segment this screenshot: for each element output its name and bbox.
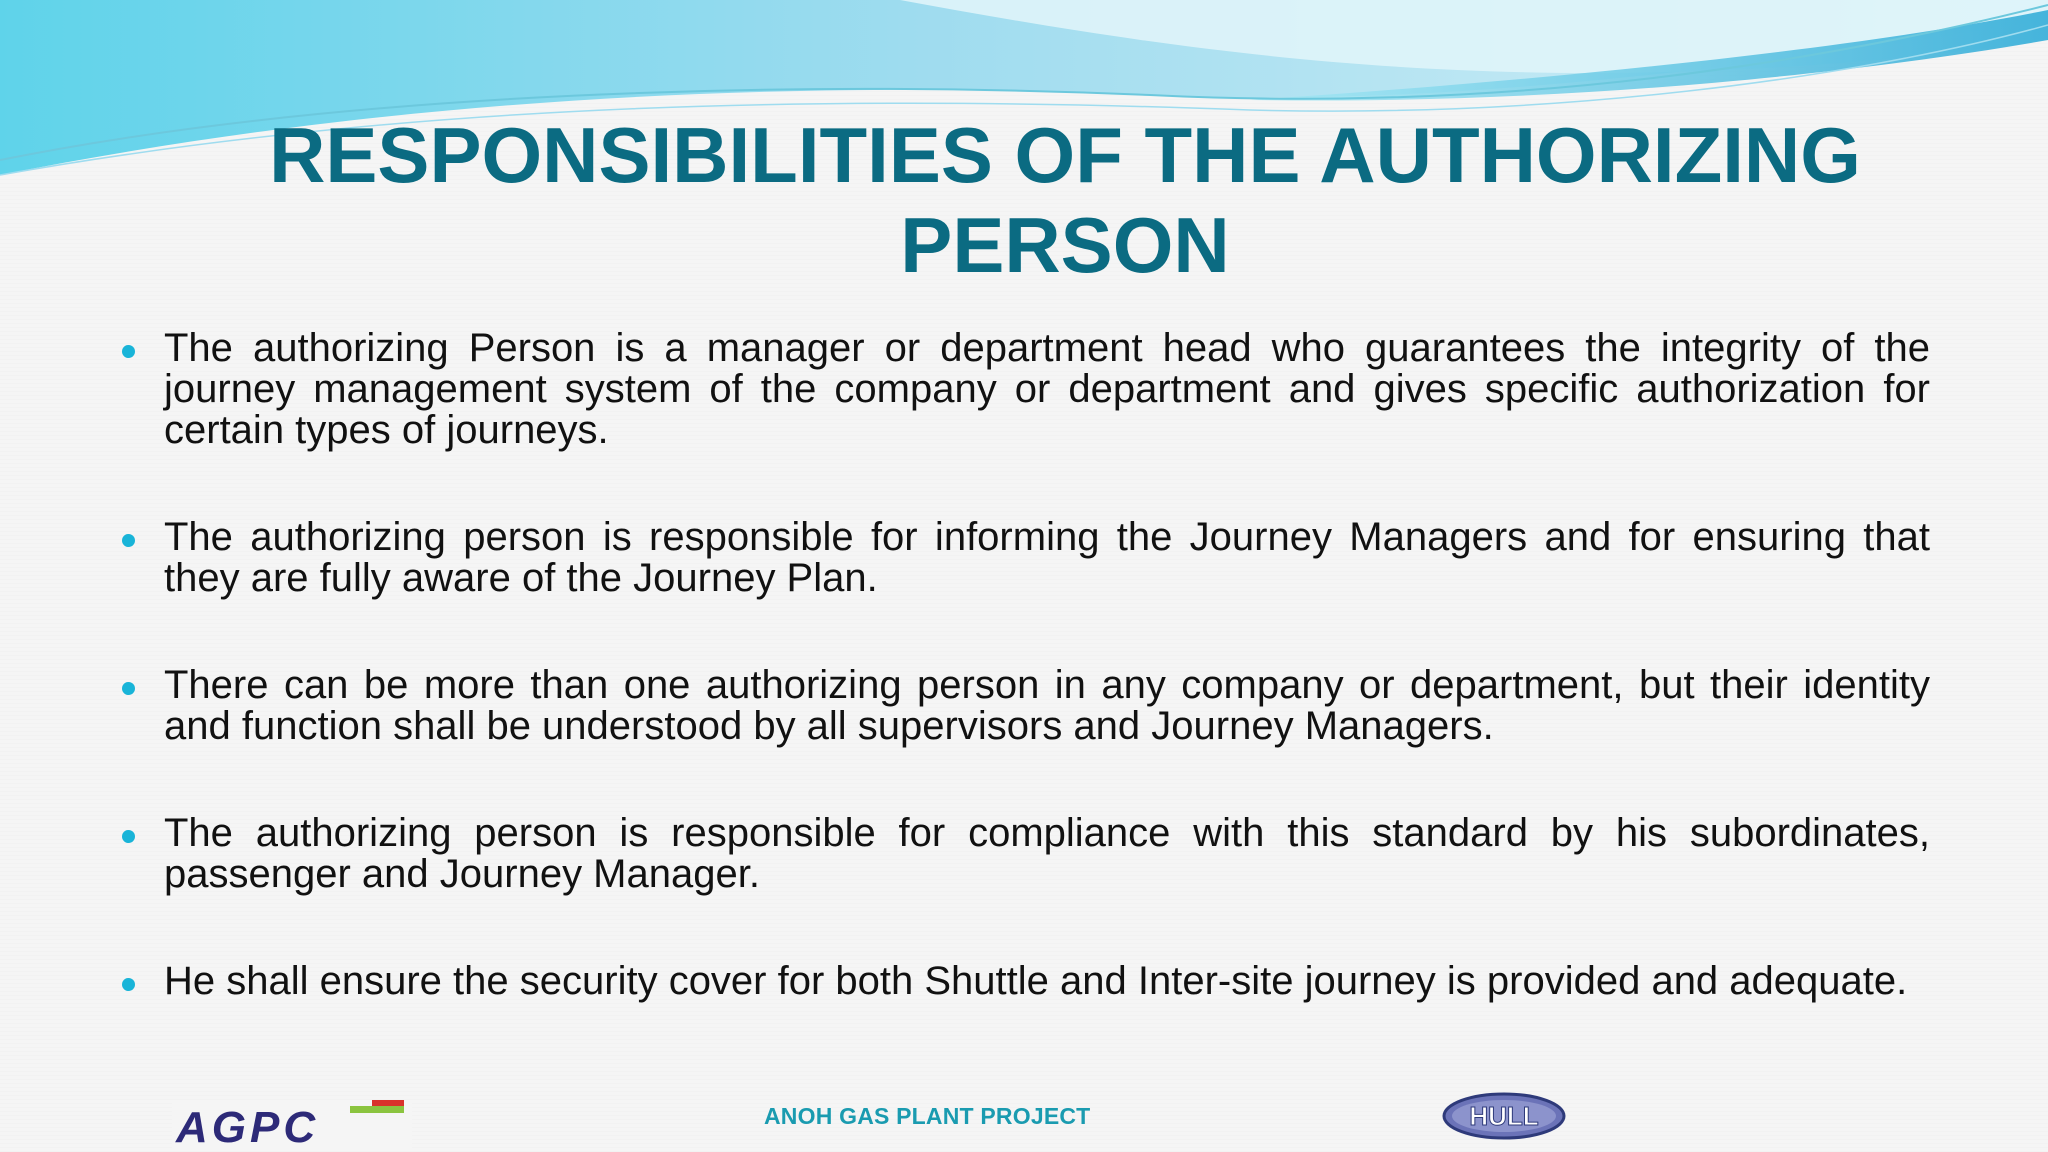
agpc-logo — [172, 1100, 412, 1148]
bullet-text: The authorizing Person is a manager or department head who guarantees the integrity of the journey management system of the company or department and gives specific authorization for certain types of journeys. — [164, 326, 1930, 452]
bullet-text: The authorizing person is responsible for compliance with this standard by his subordinates, passenger and Journey Manager. — [164, 811, 1930, 896]
bullet-icon — [122, 978, 135, 991]
bullet-text: There can be more than one authorizing person in any company or department, but their identity and function shall be understood by all supervisors and Journey Managers. — [164, 663, 1930, 748]
bullet-item — [120, 517, 1930, 599]
footer-project-name: ANOH GAS PLANT PROJECT — [764, 1103, 1091, 1129]
agpc-logo-text: AGPC — [176, 1103, 320, 1148]
hull-logo — [1442, 1092, 1566, 1140]
bullet-icon — [122, 682, 135, 695]
bullet-text: The authorizing person is responsible for informing the Journey Managers and for ensuring that they are fully aware of the Journey Plan. — [164, 515, 1930, 600]
hull-logo-text: HULL — [1469, 1101, 1539, 1131]
bullet-item — [120, 961, 1930, 1002]
bullet-icon — [122, 830, 135, 843]
bullet-icon — [122, 534, 135, 547]
bullet-text: He shall ensure the security cover for both Shuttle and Inter-site journey is provided and adequate. — [164, 959, 1908, 1003]
slide-title: RESPONSIBILITIES OF THE AUTHORIZING PERSON — [269, 111, 1861, 289]
bullet-icon — [122, 345, 135, 358]
bullet-item — [120, 328, 1930, 451]
bullet-item — [120, 665, 1930, 747]
bullet-item — [120, 813, 1930, 895]
